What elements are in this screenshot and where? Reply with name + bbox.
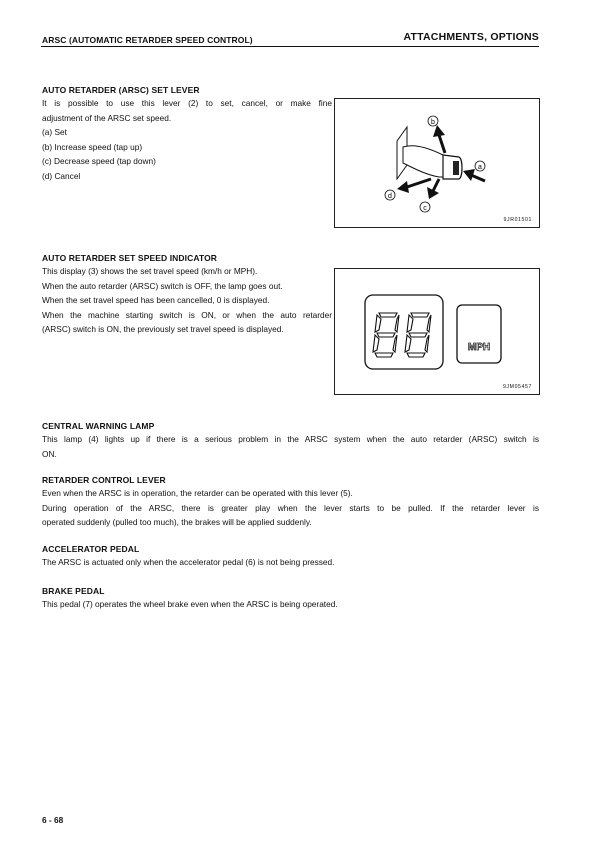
running-header-section: ARSC (AUTOMATIC RETARDER SPEED CONTROL) (42, 35, 253, 45)
section-title: ACCELERATOR PEDAL (42, 544, 140, 554)
list-item: (a) Set (42, 127, 67, 138)
lever-illustration (335, 99, 539, 227)
label-b: b (431, 119, 435, 126)
label-c: c (423, 205, 427, 212)
page-number: 6 - 68 (42, 815, 64, 825)
paragraph-line: When the machine starting switch is ON, or when the auto retarder (42, 309, 332, 320)
paragraph-line: Even when the ARSC is in operation, the retarder can be operated with this lever (5). (42, 488, 353, 498)
paragraph-line: When the auto retarder (ARSC) switch is OFF, the lamp goes out. (42, 280, 283, 291)
section-title: AUTO RETARDER (ARSC) SET LEVER (42, 85, 200, 95)
section-title: CENTRAL WARNING LAMP (42, 421, 155, 431)
lever-figure (334, 98, 540, 228)
paragraph-line: This display (3) shows the set travel speed (km/h or MPH). (42, 266, 258, 276)
unit-label: MPH (467, 342, 491, 353)
list-item: (c) Decrease speed (tap down) (42, 156, 156, 167)
indicator-figure (334, 268, 540, 395)
section-title: BRAKE PEDAL (42, 586, 105, 596)
label-a: a (478, 164, 482, 171)
paragraph-line: (ARSC) switch is ON, the previously set travel speed is displayed. (42, 324, 284, 335)
section-brake-pedal (42, 585, 539, 612)
paragraph-line: It is possible to use this lever (2) to set, cancel, or make fine (42, 98, 332, 108)
paragraph-line: When the set travel speed has been cancelled, 0 is displayed. (42, 295, 270, 306)
label-d: d (388, 193, 392, 200)
header-rule (41, 46, 539, 47)
running-header-chapter: ATTACHMENTS, OPTIONS (403, 31, 539, 43)
paragraph-line: This lamp (4) lights up if there is a serious problem in the ARSC system when the auto retarder (ARSC) switch is (42, 434, 539, 444)
section-title: RETARDER CONTROL LEVER (42, 475, 166, 485)
list-item: (b) Increase speed (tap up) (42, 141, 143, 152)
section-set-speed-indicator (42, 252, 332, 337)
section-central-warning-lamp (42, 420, 539, 461)
arrow-b-icon (433, 125, 445, 153)
section-title: AUTO RETARDER SET SPEED INDICATOR (42, 253, 218, 263)
paragraph-line: The ARSC is actuated only when the accelerator pedal (6) is not being pressed. (42, 557, 335, 567)
paragraph-line: During operation of the ARSC, there is greater play when the lever starts to be pulled. If the retarder lever is (42, 502, 539, 513)
figure-code: 9JR01501 (503, 217, 532, 223)
section-accelerator-pedal (42, 543, 539, 570)
paragraph-line: ON. (42, 448, 57, 459)
unit-panel (457, 305, 501, 363)
indicator-illustration (335, 269, 539, 394)
paragraph-line: operated suddenly (pulled too much), the brakes will be applied suddenly. (42, 517, 312, 528)
paragraph-line: This pedal (7) operates the wheel brake even when the ARSC is being operated. (42, 599, 338, 609)
arrow-c-icon (427, 179, 439, 199)
paragraph-line: adjustment of the ARSC set speed. (42, 112, 172, 123)
arrow-d-icon (397, 179, 431, 193)
section-arsc-set-lever (42, 84, 332, 184)
figure-code: 9JM05457 (502, 384, 532, 390)
section-retarder-control-lever (42, 474, 539, 530)
speed-display-panel (365, 295, 443, 369)
list-item: (d) Cancel (42, 170, 81, 181)
